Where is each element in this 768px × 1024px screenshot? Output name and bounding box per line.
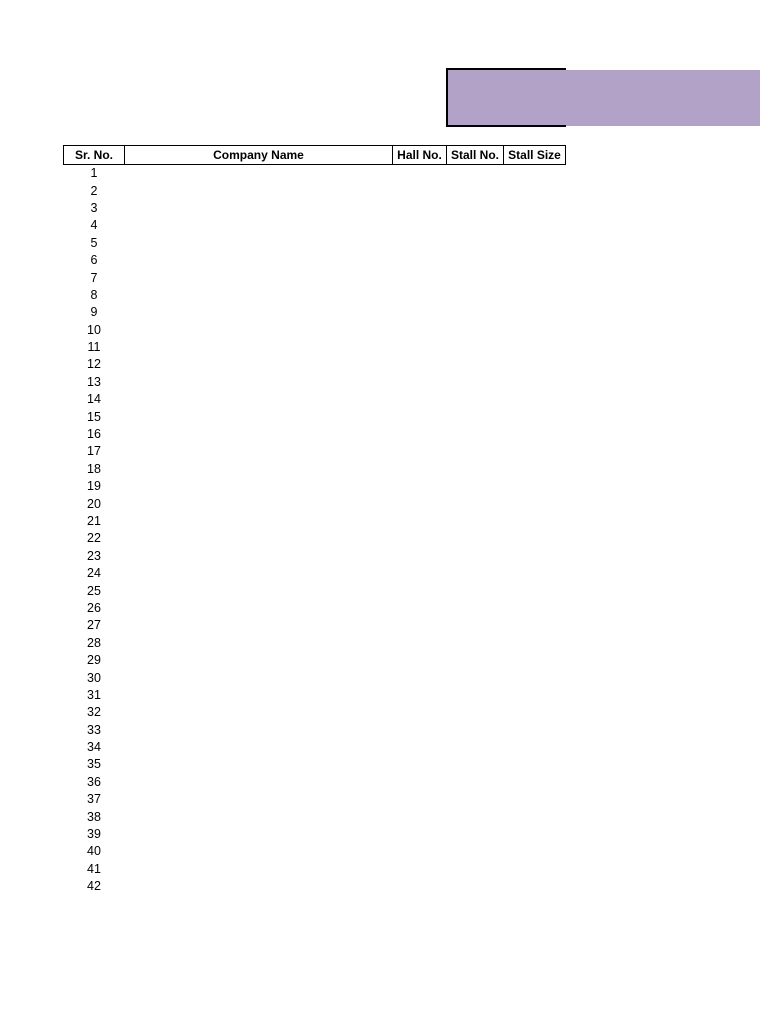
company-name-cell[interactable]: [125, 200, 393, 217]
stall-no-cell[interactable]: [447, 878, 504, 895]
table-row: [64, 165, 566, 183]
sr-no-cell[interactable]: 13: [87, 374, 101, 389]
stall-size-cell[interactable]: [504, 687, 566, 704]
stall-size-cell[interactable]: [504, 235, 566, 252]
stall-no-cell[interactable]: [447, 791, 504, 808]
hall-no-cell[interactable]: [393, 617, 447, 634]
stall-size-cell[interactable]: [504, 808, 566, 825]
stall-no-cell[interactable]: [447, 548, 504, 565]
hall-no-cell[interactable]: [393, 339, 447, 356]
stall-no-cell[interactable]: [447, 374, 504, 391]
hall-no-cell[interactable]: [393, 808, 447, 825]
stall-no-cell[interactable]: [447, 600, 504, 617]
hall-no-cell[interactable]: [393, 826, 447, 843]
sr-no-cell[interactable]: 27: [87, 618, 101, 633]
sr-no-cell[interactable]: 39: [87, 827, 101, 842]
stall-size-cell[interactable]: [504, 739, 566, 756]
stall-size-cell[interactable]: [504, 826, 566, 843]
sr-no-cell[interactable]: 9: [90, 305, 98, 320]
hall-no-cell[interactable]: [393, 565, 447, 582]
sr-no-cell[interactable]: 2: [90, 183, 98, 198]
hall-no-cell[interactable]: [393, 513, 447, 530]
stall-no-cell[interactable]: [447, 756, 504, 773]
hall-no-cell[interactable]: [393, 426, 447, 443]
stall-size-cell[interactable]: [504, 617, 566, 634]
stall-no-cell[interactable]: [447, 269, 504, 286]
table-body: [64, 165, 566, 896]
hall-no-cell[interactable]: [393, 530, 447, 547]
company-name-cell[interactable]: [125, 287, 393, 304]
table-row: [64, 339, 566, 356]
sr-no-cell[interactable]: 30: [87, 670, 101, 685]
stall-size-cell[interactable]: [504, 408, 566, 425]
company-name-cell[interactable]: [125, 391, 393, 408]
hall-no-cell[interactable]: [393, 704, 447, 721]
stall-no-cell[interactable]: [447, 530, 504, 547]
stall-size-cell[interactable]: [504, 287, 566, 304]
hall-no-cell[interactable]: [393, 356, 447, 373]
table-row: [64, 808, 566, 825]
hall-no-cell[interactable]: [393, 461, 447, 478]
hall-no-cell[interactable]: [393, 391, 447, 408]
table-row: [64, 861, 566, 878]
company-name-cell[interactable]: [125, 165, 393, 183]
table-row: [64, 322, 566, 339]
table-row: [64, 426, 566, 443]
stall-size-cell[interactable]: [504, 356, 566, 373]
stall-size-cell[interactable]: [504, 652, 566, 669]
table-row: [64, 704, 566, 721]
stall-size-cell[interactable]: [504, 443, 566, 460]
sr-no-cell[interactable]: 33: [87, 722, 101, 737]
stall-no-cell[interactable]: [447, 165, 504, 183]
company-name-cell[interactable]: [125, 617, 393, 634]
sr-no-cell[interactable]: 24: [87, 566, 101, 581]
table-row: [64, 391, 566, 408]
header-stall-size[interactable]: Stall Size: [504, 146, 566, 165]
company-name-cell[interactable]: [125, 756, 393, 773]
company-name-cell[interactable]: [125, 843, 393, 860]
hall-no-cell[interactable]: [393, 304, 447, 321]
stall-no-cell[interactable]: [447, 408, 504, 425]
stall-no-cell[interactable]: [447, 495, 504, 512]
stall-size-cell[interactable]: [504, 704, 566, 721]
stall-size-cell[interactable]: [504, 878, 566, 895]
stall-size-cell[interactable]: [504, 217, 566, 234]
hall-no-cell[interactable]: [393, 878, 447, 895]
table-row: [64, 669, 566, 686]
company-name-cell[interactable]: [125, 182, 393, 199]
company-name-cell[interactable]: [125, 635, 393, 652]
company-name-cell[interactable]: [125, 217, 393, 234]
company-name-cell[interactable]: [125, 426, 393, 443]
company-name-cell[interactable]: [125, 739, 393, 756]
company-name-cell[interactable]: [125, 791, 393, 808]
hall-no-cell[interactable]: [393, 322, 447, 339]
stall-size-cell[interactable]: [504, 669, 566, 686]
sr-no-cell[interactable]: 15: [87, 409, 101, 424]
table-row: [64, 217, 566, 234]
sr-no-cell[interactable]: 19: [87, 479, 101, 494]
company-name-cell[interactable]: [125, 808, 393, 825]
sr-no-cell[interactable]: 36: [87, 774, 101, 789]
stall-no-cell[interactable]: [447, 826, 504, 843]
sr-no-cell[interactable]: 7: [90, 270, 98, 285]
stall-no-cell[interactable]: [447, 478, 504, 495]
company-name-cell[interactable]: [125, 565, 393, 582]
sr-no-cell[interactable]: 14: [87, 392, 101, 407]
stall-size-cell[interactable]: [504, 861, 566, 878]
hall-no-cell[interactable]: [393, 235, 447, 252]
table-row: [64, 582, 566, 599]
stall-no-cell[interactable]: [447, 461, 504, 478]
table-row: [64, 739, 566, 756]
table-row: [64, 252, 566, 269]
company-name-cell[interactable]: [125, 704, 393, 721]
company-name-cell[interactable]: [125, 878, 393, 895]
stall-size-cell[interactable]: [504, 495, 566, 512]
hall-no-cell[interactable]: [393, 408, 447, 425]
company-name-cell[interactable]: [125, 339, 393, 356]
hall-no-cell[interactable]: [393, 791, 447, 808]
table-row: [64, 791, 566, 808]
stall-size-cell[interactable]: [504, 374, 566, 391]
stall-size-cell[interactable]: [504, 165, 566, 183]
sr-no-cell[interactable]: 6: [90, 253, 98, 268]
table-row: [64, 304, 566, 321]
table-row: [64, 461, 566, 478]
stall-size-cell[interactable]: [504, 426, 566, 443]
company-name-cell[interactable]: [125, 461, 393, 478]
stall-size-cell[interactable]: [504, 722, 566, 739]
sr-no-cell[interactable]: 4: [90, 218, 98, 233]
company-name-cell[interactable]: [125, 652, 393, 669]
sr-no-cell[interactable]: 29: [87, 653, 101, 668]
stall-size-cell[interactable]: [504, 530, 566, 547]
stall-size-cell[interactable]: [504, 478, 566, 495]
table-row: [64, 356, 566, 373]
table-row: [64, 443, 566, 460]
hall-no-cell[interactable]: [393, 182, 447, 199]
company-name-cell[interactable]: [125, 826, 393, 843]
table-row: [64, 635, 566, 652]
company-name-cell[interactable]: [125, 530, 393, 547]
stall-no-cell[interactable]: [447, 722, 504, 739]
stall-no-cell[interactable]: [447, 774, 504, 791]
sr-no-cell[interactable]: 41: [87, 861, 101, 876]
sr-no-cell[interactable]: 42: [87, 879, 101, 894]
sr-no-cell[interactable]: 21: [87, 514, 101, 528]
stall-no-cell[interactable]: [447, 426, 504, 443]
table-row: [64, 182, 566, 199]
table-row: [64, 287, 566, 304]
table-row: [64, 235, 566, 252]
stall-size-cell[interactable]: [504, 182, 566, 199]
company-name-cell[interactable]: [125, 669, 393, 686]
table-row: [64, 200, 566, 217]
company-name-cell[interactable]: [125, 687, 393, 704]
sr-no-cell[interactable]: 1: [90, 166, 98, 181]
stall-size-cell[interactable]: [504, 774, 566, 791]
stall-size-cell[interactable]: [504, 635, 566, 652]
stall-no-cell[interactable]: [447, 513, 504, 530]
table-row: [64, 565, 566, 582]
sr-no-cell[interactable]: 38: [87, 809, 101, 824]
stall-no-cell[interactable]: [447, 322, 504, 339]
table-row: [64, 878, 566, 895]
table-row: [64, 269, 566, 286]
stall-no-cell[interactable]: [447, 669, 504, 686]
sr-no-cell[interactable]: 35: [87, 757, 101, 772]
sr-no-cell[interactable]: 28: [87, 635, 101, 650]
table-row: [64, 687, 566, 704]
stall-no-cell[interactable]: [447, 704, 504, 721]
sr-no-cell[interactable]: 25: [87, 583, 101, 598]
company-name-cell[interactable]: [125, 408, 393, 425]
stall-no-cell[interactable]: [447, 182, 504, 199]
sr-no-cell[interactable]: 18: [87, 461, 101, 476]
table-row: [64, 617, 566, 634]
stall-no-cell[interactable]: [447, 582, 504, 599]
table-row: [64, 843, 566, 860]
sr-no-cell[interactable]: 20: [87, 496, 101, 511]
sr-no-cell[interactable]: 8: [90, 287, 98, 302]
stall-size-cell[interactable]: [504, 548, 566, 565]
sr-no-cell[interactable]: 26: [87, 600, 101, 615]
table-row: [64, 478, 566, 495]
table-row: [64, 495, 566, 512]
company-name-cell[interactable]: [125, 269, 393, 286]
company-name-cell[interactable]: [125, 495, 393, 512]
stall-size-cell[interactable]: [504, 391, 566, 408]
stall-size-cell[interactable]: [504, 252, 566, 269]
stall-no-cell[interactable]: [447, 252, 504, 269]
sr-no-cell[interactable]: 34: [87, 740, 101, 755]
stall-no-cell[interactable]: [447, 339, 504, 356]
company-name-cell[interactable]: [125, 304, 393, 321]
company-name-cell[interactable]: [125, 722, 393, 739]
hall-no-cell[interactable]: [393, 722, 447, 739]
stall-size-cell[interactable]: [504, 756, 566, 773]
sr-no-cell[interactable]: 37: [87, 792, 101, 807]
hall-no-cell[interactable]: [393, 652, 447, 669]
stall-no-cell[interactable]: [447, 808, 504, 825]
hall-no-cell[interactable]: [393, 165, 447, 183]
header-stall-no[interactable]: Stall No.: [447, 146, 504, 165]
sr-no-cell[interactable]: 5: [90, 235, 98, 250]
stall-size-cell[interactable]: [504, 304, 566, 321]
exhibitor-table: [63, 145, 566, 895]
header-company-name[interactable]: Company Name: [125, 146, 393, 165]
company-name-cell[interactable]: [125, 443, 393, 460]
stall-no-cell[interactable]: [447, 652, 504, 669]
company-name-cell[interactable]: [125, 252, 393, 269]
company-name-cell[interactable]: [125, 861, 393, 878]
company-name-cell[interactable]: [125, 374, 393, 391]
hall-no-cell[interactable]: [393, 374, 447, 391]
table-row: [64, 513, 566, 530]
table-row: [64, 722, 566, 739]
stall-no-cell[interactable]: [447, 235, 504, 252]
sr-no-cell[interactable]: 16: [87, 427, 101, 442]
hall-no-cell[interactable]: [393, 669, 447, 686]
stall-no-cell[interactable]: [447, 739, 504, 756]
hall-no-cell[interactable]: [393, 861, 447, 878]
hall-no-cell[interactable]: [393, 687, 447, 704]
table-row: [64, 600, 566, 617]
table-row: [64, 548, 566, 565]
sr-no-cell[interactable]: 40: [87, 844, 101, 859]
sr-no-cell[interactable]: 11: [87, 340, 101, 355]
company-name-cell[interactable]: [125, 548, 393, 565]
hall-no-cell[interactable]: [393, 252, 447, 269]
company-name-cell[interactable]: [125, 774, 393, 791]
stall-no-cell[interactable]: [447, 617, 504, 634]
company-name-cell[interactable]: [125, 600, 393, 617]
stall-size-cell[interactable]: [504, 600, 566, 617]
hall-no-cell[interactable]: [393, 287, 447, 304]
table-row: [64, 774, 566, 791]
stall-no-cell[interactable]: [447, 304, 504, 321]
stall-no-cell[interactable]: [447, 565, 504, 582]
stall-size-cell[interactable]: [504, 843, 566, 860]
stall-no-cell[interactable]: [447, 356, 504, 373]
stall-no-cell[interactable]: [447, 687, 504, 704]
header-sr-no[interactable]: Sr. No.: [64, 146, 125, 165]
table-row: [64, 530, 566, 547]
sr-no-cell[interactable]: 31: [87, 687, 101, 702]
hall-no-cell[interactable]: [393, 582, 447, 599]
stall-size-cell[interactable]: [504, 513, 566, 530]
hall-no-cell[interactable]: [393, 217, 447, 234]
company-name-cell[interactable]: [125, 356, 393, 373]
stall-size-cell[interactable]: [504, 200, 566, 217]
hall-no-cell[interactable]: [393, 600, 447, 617]
sr-no-cell[interactable]: 3: [90, 200, 98, 215]
company-name-cell[interactable]: [125, 478, 393, 495]
stall-no-cell[interactable]: [447, 200, 504, 217]
hall-no-cell[interactable]: [393, 200, 447, 217]
table-row: [64, 374, 566, 391]
hall-no-cell[interactable]: [393, 756, 447, 773]
stall-size-cell[interactable]: [504, 791, 566, 808]
header-hall-no[interactable]: Hall No.: [393, 146, 447, 165]
company-name-cell[interactable]: [125, 322, 393, 339]
title-cell[interactable]: [446, 68, 566, 127]
hall-no-cell[interactable]: [393, 548, 447, 565]
table-row: [64, 826, 566, 843]
stall-size-cell[interactable]: [504, 322, 566, 339]
hall-no-cell[interactable]: [393, 443, 447, 460]
stall-no-cell[interactable]: [447, 861, 504, 878]
sr-no-cell[interactable]: 32: [87, 705, 101, 720]
stall-no-cell[interactable]: [447, 287, 504, 304]
hall-no-cell[interactable]: [393, 269, 447, 286]
hall-no-cell[interactable]: [393, 495, 447, 512]
sr-no-cell[interactable]: 12: [87, 357, 101, 372]
header-row: [64, 146, 566, 165]
hall-no-cell[interactable]: [393, 478, 447, 495]
stall-size-cell[interactable]: [504, 461, 566, 478]
sr-no-cell[interactable]: 23: [87, 548, 101, 563]
stall-no-cell[interactable]: [447, 635, 504, 652]
company-name-cell[interactable]: [125, 513, 393, 530]
table-row: [64, 652, 566, 669]
sr-no-cell[interactable]: 10: [87, 322, 101, 337]
stall-size-cell[interactable]: [504, 565, 566, 582]
hall-no-cell[interactable]: [393, 635, 447, 652]
hall-no-cell[interactable]: [393, 739, 447, 756]
company-name-cell[interactable]: [125, 235, 393, 252]
stall-no-cell[interactable]: [447, 217, 504, 234]
hall-no-cell[interactable]: [393, 774, 447, 791]
stall-no-cell[interactable]: [447, 391, 504, 408]
stall-no-cell[interactable]: [447, 843, 504, 860]
sr-no-cell[interactable]: 17: [87, 444, 101, 459]
table-row: [64, 756, 566, 773]
table-row: [64, 408, 566, 425]
company-name-cell[interactable]: [125, 582, 393, 599]
stall-size-cell[interactable]: [504, 269, 566, 286]
hall-no-cell[interactable]: [393, 843, 447, 860]
stall-size-cell[interactable]: [504, 582, 566, 599]
sr-no-cell[interactable]: 22: [87, 531, 101, 546]
stall-no-cell[interactable]: [447, 443, 504, 460]
stall-size-cell[interactable]: [504, 339, 566, 356]
